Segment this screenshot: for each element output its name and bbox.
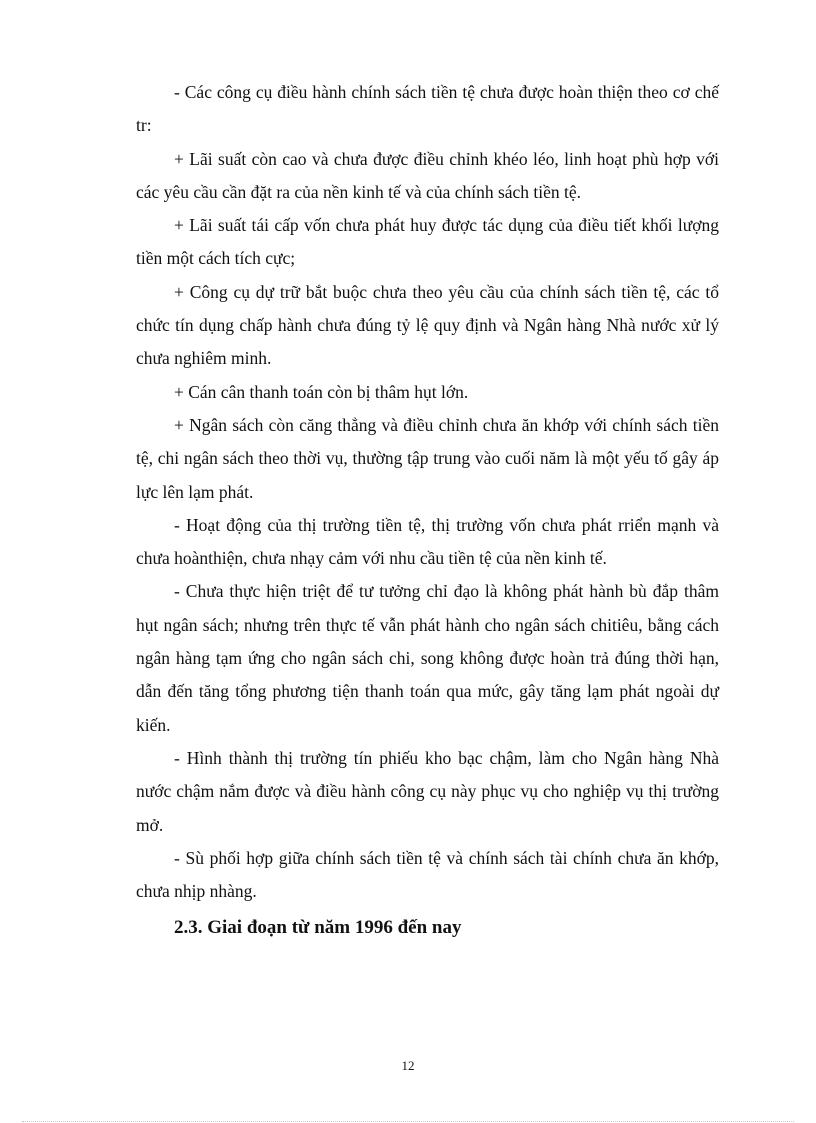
page-number: 12 xyxy=(401,1058,415,1073)
section-heading: 2.3. Giai đoạn từ năm 1996 đến nay xyxy=(174,917,462,939)
paragraph-refinancing-rate: + Lãi suất tái cấp vốn chưa phát huy được tác dụng của điều tiết khối lượng tiền một cách tích cực; xyxy=(136,215,719,269)
page-body xyxy=(136,76,719,945)
paragraph-policy-coordination: - Sù phối hợp giữa chính sách tiền tệ và chính sách tài chính chưa ăn khớp, chưa nhịp nhàng. xyxy=(136,847,719,902)
paragraph-state-budget: + Ngân sách còn căng thẳng và điều chỉnh chưa ăn khớp với chính sách tiền tệ, chi ngân sách theo thời vụ, thường tập trung vào cuối năm là một yếu tố gây áp lực lên lạm phát. xyxy=(136,414,719,502)
paragraph-monetary-tools: - Các công cụ điều hành chính sách tiền tệ chưa được hoàn thiện theo cơ chế tr: xyxy=(136,82,719,136)
paragraph-budget-deficit: - Chưa thực hiện triệt để tư tưởng chỉ đạo là không phát hành bù đắp thâm hụt ngân sách; nhưng trên thực tế vẫn phát hành cho ngân sách chitiêu, bằng cách ngân hàng tạm ứng cho ngân sách chi, song không được hoàn trả đúng thời hạn, dẫn đến tăng tổng phương tiện thanh toán qua mức, gây tăng lạm phát ngoài dự kiến. xyxy=(136,581,719,735)
paragraph-balance-of-payments: + Cán cân thanh toán còn bị thâm hụt lớn. xyxy=(174,381,469,402)
page-bottom-divider xyxy=(22,1121,794,1122)
paragraph-reserve-requirement: + Công cụ dự trữ bắt buộc chưa theo yêu cầu của chính sách tiền tệ, các tổ chức tín dụng chấp hành chưa đúng tỷ lệ quy định và Ngân hàng Nhà nước xử lý chưa nghiêm minh. xyxy=(136,281,719,369)
paragraph-money-market: - Hoạt động của thị trường tiền tệ, thị trường vốn chưa phát rriển mạnh và chưa hoànthiện, chưa nhạy cảm với nhu cầu tiền tệ của nền kinh tế. xyxy=(136,514,719,569)
paragraph-interest-rate: + Lãi suất còn cao và chưa được điều chỉnh khéo léo, linh hoạt phù hợp với các yêu cầu cần đặt ra của nền kinh tế và của chính sách tiền tệ. xyxy=(136,148,719,202)
paragraph-treasury-bills: - Hình thành thị trường tín phiếu kho bạc chậm, làm cho Ngân hàng Nhà nước chậm nắm được và điều hành công cụ này phục vụ cho nghiệp vụ thị trường mở. xyxy=(136,747,719,835)
